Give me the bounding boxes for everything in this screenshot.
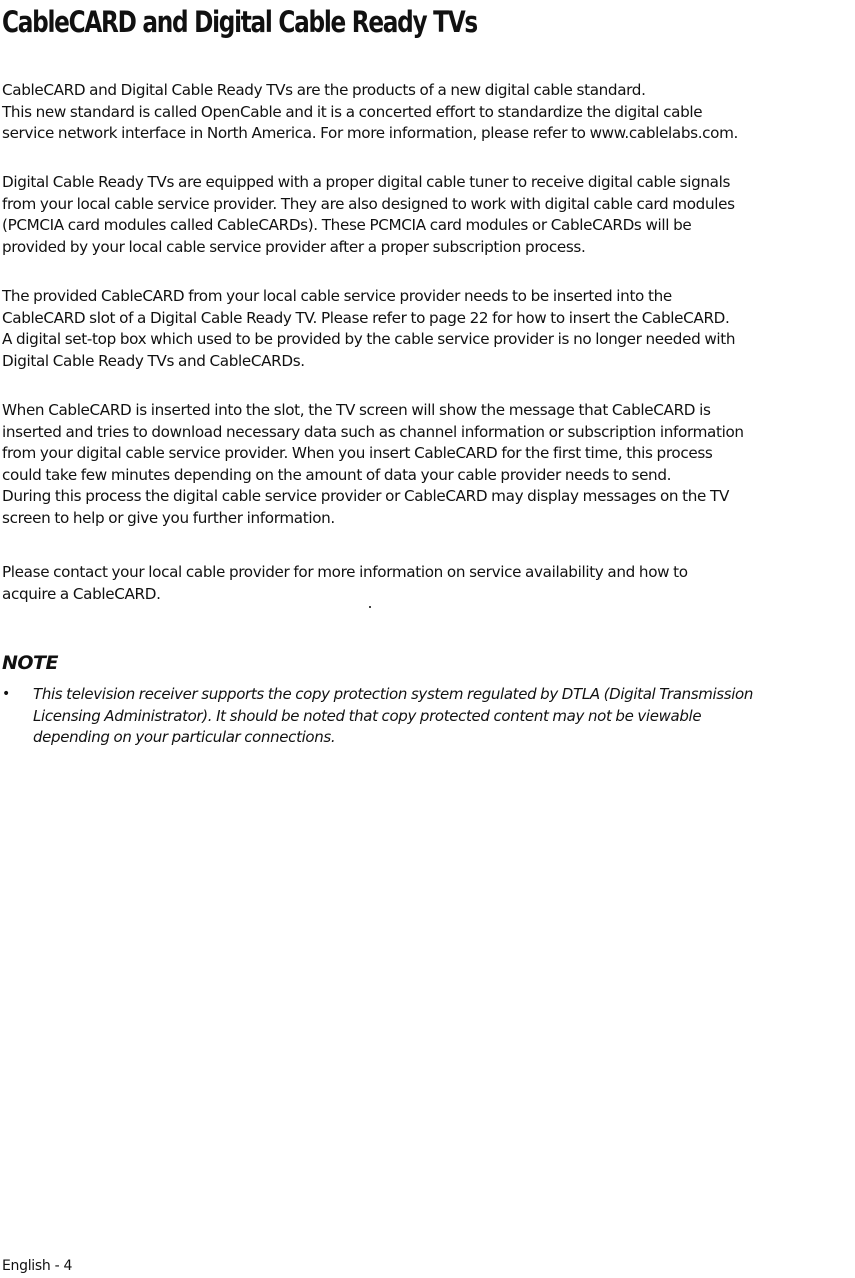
note-heading: NOTE xyxy=(2,652,58,674)
text-line: CableCARD and Digital Cable Ready TVs are the products of a new digital cable standard. xyxy=(2,81,646,99)
text-line: acquire a CableCARD. xyxy=(2,584,161,603)
text-line: (PCMCIA card modules called CableCARDs). These PCMCIA card modules or CableCARDs will be xyxy=(2,216,692,234)
insertion-paragraph xyxy=(2,286,853,372)
scan-speck xyxy=(369,606,371,608)
tuner-paragraph xyxy=(2,172,853,258)
text-line: CableCARD slot of a Digital Cable Ready TV. Please refer to page 22 for how to insert the CableCARD. xyxy=(2,308,730,327)
page-title: CableCARD and Digital Cable Ready TVs xyxy=(2,5,477,39)
text-line: This television receiver supports the copy protection system regulated by DTLA (Digital Transmission xyxy=(33,685,754,703)
text-line: Licensing Administrator). It should be noted that copy protected content may not be viewable xyxy=(33,706,702,725)
intro-paragraph xyxy=(2,80,853,145)
text-line: inserted and tries to download necessary data such as channel information or subscription information xyxy=(2,422,744,441)
text-line: Digital Cable Ready TVs are equipped with a proper digital cable tuner to receive digital cable signals xyxy=(2,173,731,191)
text-line: During this process the digital cable service provider or CableCARD may display messages on the TV xyxy=(2,487,729,505)
text-line: depending on your particular connections. xyxy=(33,728,336,746)
text-line: screen to help or give you further information. xyxy=(2,508,335,527)
text-line: provided by your local cable service provider after a proper subscription process. xyxy=(2,237,586,256)
text-line: When CableCARD is inserted into the slot, the TV screen will show the message that CableCARD is xyxy=(2,401,711,419)
text-line: from your digital cable service provider. When you insert CableCARD for the first time, this process xyxy=(2,444,713,462)
text-line: service network interface in North America. For more information, please refer to www.cablelabs.com. xyxy=(2,124,739,142)
text-line: from your local cable service provider. They are also designed to work with digital cable card modules xyxy=(2,194,735,213)
text-line: This new standard is called OpenCable and it is a concerted effort to standardize the digital cable xyxy=(2,102,703,121)
bullet-icon: • xyxy=(2,686,10,702)
contact-paragraph xyxy=(2,562,853,605)
text-line: Please contact your local cable provider for more information on service availability and how to xyxy=(2,563,688,581)
note-text xyxy=(33,684,753,749)
text-line: A digital set-top box which used to be provided by the cable service provider is no longer needed with xyxy=(2,330,736,348)
download-paragraph xyxy=(2,400,853,529)
text-line: The provided CableCARD from your local cable service provider needs to be inserted into the xyxy=(2,287,672,305)
text-line: could take few minutes depending on the amount of data your cable provider needs to send. xyxy=(2,465,672,484)
text-line: Digital Cable Ready TVs and CableCARDs. xyxy=(2,351,305,370)
page-footer: English - 4 xyxy=(2,1258,73,1274)
